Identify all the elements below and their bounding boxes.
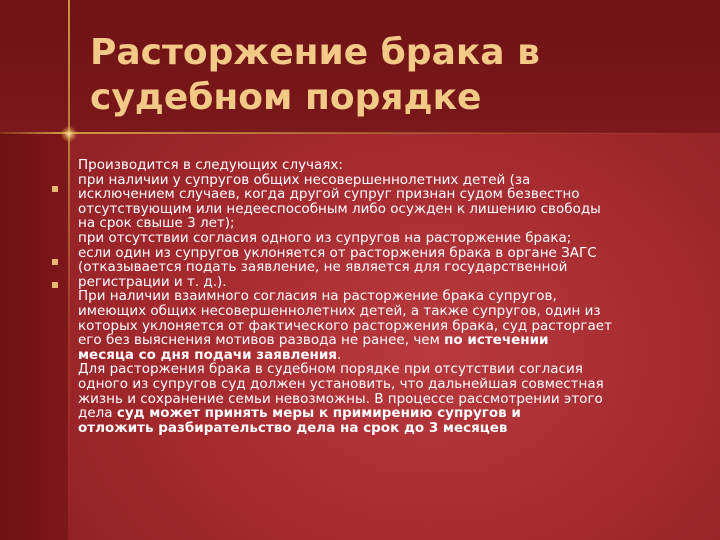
case-1-line-3: отсутствующим или недееспособным либо осужден к лишению свободы <box>78 200 601 217</box>
no-consent-line-3: жизнь и сохранение семьи невозможны. В процессе рассмотрении этого <box>78 390 603 407</box>
case-3-line-3: регистрации и т. д.). <box>78 273 227 290</box>
bullet-icon <box>52 186 58 192</box>
case-1-line-4: на срок свыше 3 лет); <box>78 215 235 232</box>
no-consent-text: дела <box>78 405 117 422</box>
slide-title-line-1: Расторжение брака в <box>90 32 540 73</box>
mutual-consent-text: его без выяснения мотивов развода не ранее, чем <box>78 332 445 349</box>
mutual-consent-line-2: имеющих общих несовершеннолетних детей, а также супругов, один из <box>78 302 601 319</box>
bullet-icon <box>52 282 58 288</box>
no-consent-emphasis-1: суд может принять меры к примирению супругов и <box>116 405 521 422</box>
vertical-gold-line <box>68 0 70 540</box>
case-2-line: при отсутствии согласия одного из супругов на расторжение брака; <box>78 229 572 246</box>
horizontal-gold-line <box>0 132 720 134</box>
mutual-consent-line-3: которых уклоняется от фактического расторжения брака, суд расторгает <box>78 317 612 334</box>
case-1-line-1: при наличии у супругов общих несовершеннолетних детей (за <box>78 171 531 188</box>
no-consent-emphasis-2: отложить разбирательство дела на срок до 3 месяцев <box>78 419 508 436</box>
slide-body <box>78 158 688 435</box>
bullet-list <box>52 0 62 540</box>
case-3-line-1: если один из супругов уклоняется от расторжения брака в органе ЗАГС <box>78 244 597 261</box>
gold-glow-point <box>61 126 77 142</box>
case-1-line-2: исключением случаев, когда другой супруг признан судом безвестно <box>78 186 580 203</box>
mutual-consent-line-5 <box>78 348 688 363</box>
mutual-consent-period: . <box>336 346 342 363</box>
intro-line: Производится в следующих случаях: <box>78 157 343 173</box>
mutual-consent-line-1: При наличии взаимного согласия на расторжение брака супругов, <box>78 288 557 305</box>
slide-title <box>90 30 690 120</box>
no-consent-line-4 <box>78 406 688 421</box>
slide-title-line-2: судебном порядке <box>90 77 482 118</box>
case-3-line-2: (отказывается подать заявление, не является для государственной <box>78 259 568 276</box>
mutual-consent-emphasis-1: по истечении <box>444 332 549 349</box>
mutual-consent-emphasis-2: месяца со дня подачи заявления <box>78 346 337 363</box>
no-consent-line-1: Для расторжения брака в судебном порядке при отсутствии согласия <box>78 361 583 378</box>
mutual-consent-line-4 <box>78 333 688 348</box>
no-consent-line-2: одного из супругов суд должен установить, что дальнейшая совместная <box>78 375 604 392</box>
bullet-icon <box>52 259 58 265</box>
